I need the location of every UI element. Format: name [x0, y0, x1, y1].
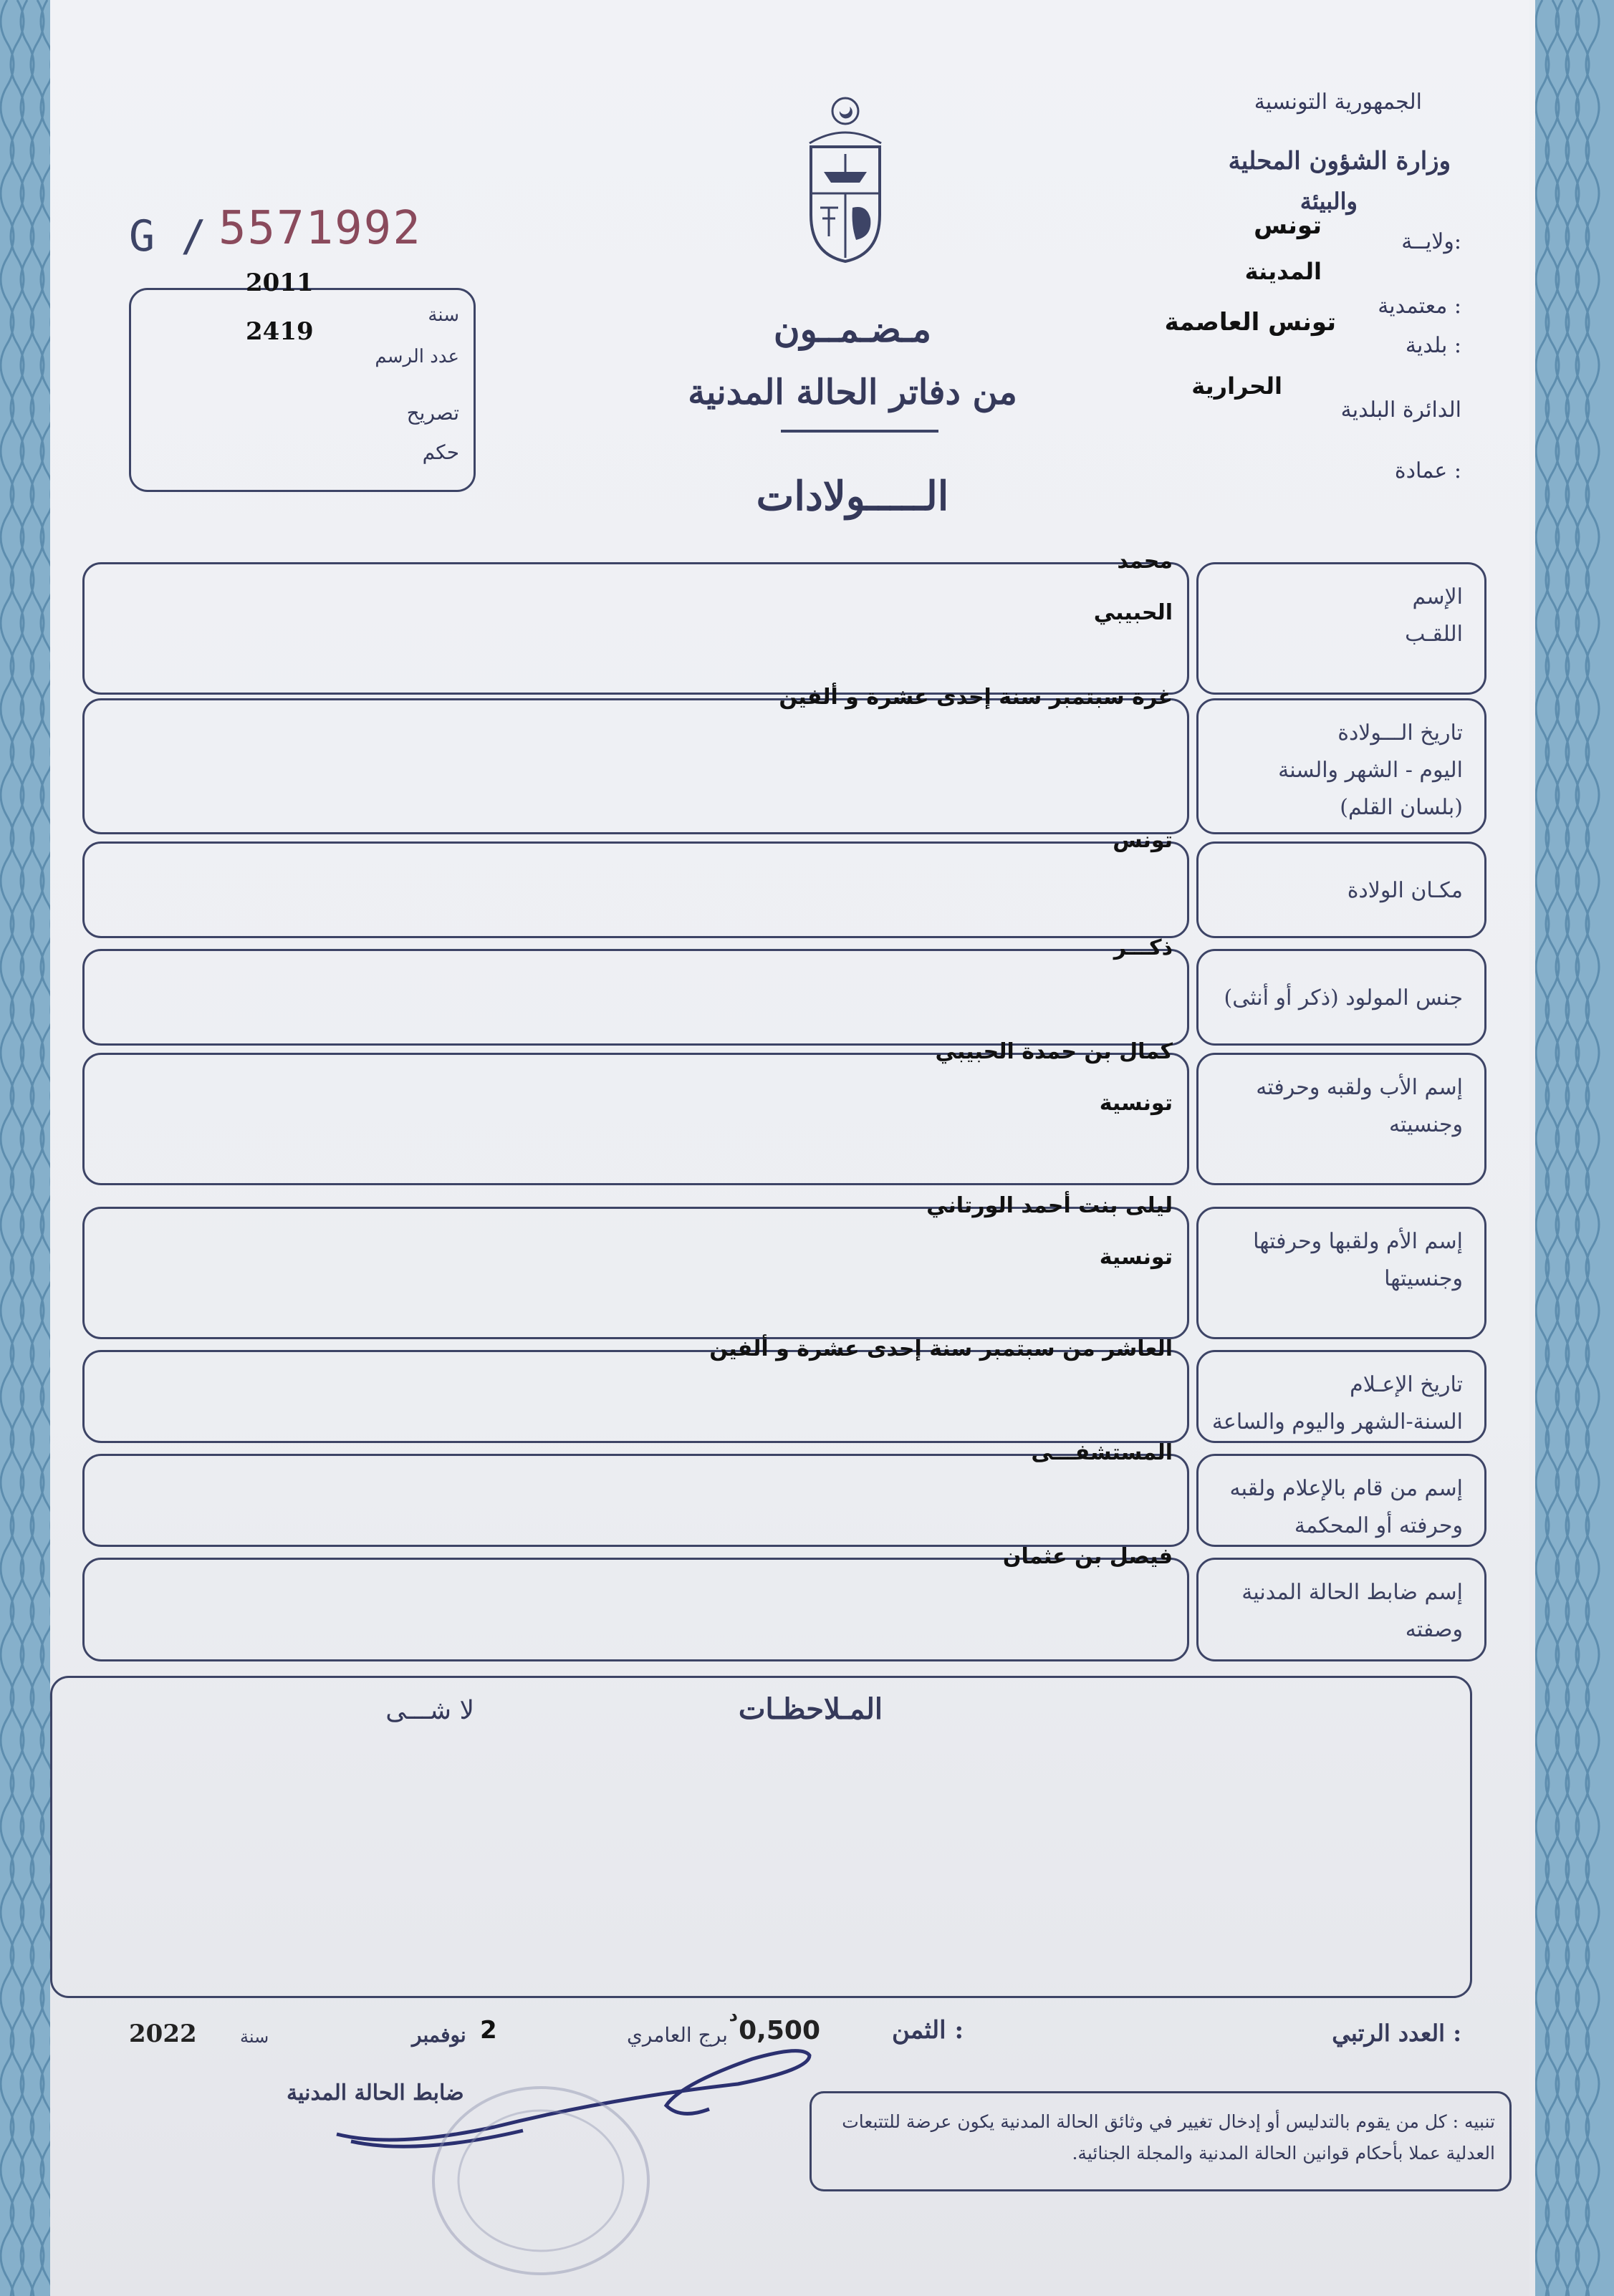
entry-label-box	[1196, 1207, 1486, 1339]
title-line3: الـــــولادات	[756, 473, 949, 520]
district-label: الدائرة البلدية	[1340, 397, 1461, 423]
entry-value: الحبيبي	[1093, 600, 1173, 625]
official-stamp	[423, 2077, 659, 2285]
serial-number-label: العدد الرتبي :	[1332, 2020, 1461, 2047]
title-line1: مـضـمــون	[773, 308, 932, 350]
entry-label-box	[1196, 1053, 1486, 1185]
year-value: 2011	[246, 269, 314, 297]
entry-label: (بلسان القلم)	[1340, 795, 1463, 820]
place-value: برج العامري	[627, 2023, 728, 2047]
registration-number-value: 2419	[246, 317, 314, 346]
registration-number-label: عدد الرسم	[375, 346, 459, 367]
entry-value-box	[82, 828, 1189, 938]
entry-label: السنة-الشهر واليوم والساعة	[1211, 1409, 1463, 1434]
judgment-label: حكم	[422, 440, 459, 464]
entry-value-box	[82, 685, 1189, 834]
entry-value-box	[82, 549, 1189, 695]
entry-label-box	[1196, 1558, 1486, 1661]
entry-value: ليلى بنت أحمد الورتاني	[926, 1193, 1173, 1218]
price-label: الثمن :	[892, 2016, 964, 2045]
entry-label: إسم من قام بالإعلام ولقبه	[1229, 1476, 1463, 1501]
registration-box	[129, 269, 476, 492]
document-paper	[50, 0, 1529, 2296]
entry-value: محمد	[1117, 549, 1173, 574]
entry-value-box	[82, 1336, 1189, 1443]
entry-label-box	[1196, 841, 1486, 938]
entry-label-box	[1196, 1454, 1486, 1547]
title-underline	[781, 430, 938, 433]
entry-value: تونسية	[1099, 1091, 1173, 1116]
entry-value: المستشفـــى	[1031, 1440, 1173, 1465]
governorate-value: تونس	[1254, 211, 1322, 240]
ministry-label-2: والبيئة	[1300, 188, 1358, 215]
entry-value: كمال بن حمدة الحبيبي	[935, 1039, 1173, 1064]
serial-prefix: G /	[129, 211, 207, 261]
entry-value: ذكـــر	[1113, 935, 1173, 960]
remarks-value: لا شـــى	[385, 1696, 474, 1725]
entry-label: إسم ضابط الحالة المدنية	[1241, 1580, 1463, 1605]
entry-value-box	[82, 1193, 1189, 1339]
delegation-value: المدينة	[1244, 258, 1322, 285]
title-line2: من دفاتر الحالة المدنية	[688, 372, 1017, 413]
entry-label: تاريخ الـــولادة	[1337, 720, 1463, 746]
republic-label: الجمهورية التونسية	[1254, 90, 1422, 115]
entry-value-box	[82, 935, 1189, 1046]
entry-label: اليوم - الشهر والسنة	[1278, 758, 1463, 783]
municipality-label: بلدية :	[1405, 333, 1461, 358]
entry-label: إسم الأب ولقبه وحرفته	[1256, 1075, 1463, 1100]
legal-notice-box	[810, 2091, 1512, 2191]
officer-label: ضابط الحالة المدنية	[287, 2080, 464, 2106]
day-value: 2	[480, 2016, 497, 2045]
entry-label: مكـان الولادة	[1347, 877, 1463, 903]
ministry-label: وزارة الشؤون المحلية	[1228, 147, 1451, 175]
entry-value-box	[82, 1440, 1189, 1547]
entry-value-box	[82, 1039, 1189, 1185]
district-value: الحرارية	[1191, 372, 1282, 400]
entry-label: جنس المولود (ذكر أو أنثى)	[1224, 985, 1463, 1010]
entry-label: وصفته	[1405, 1617, 1463, 1642]
omda-label: عمادة :	[1394, 458, 1461, 483]
entry-label: الإسم	[1412, 584, 1463, 609]
entry-label: إسم الأم ولقبها وحرفتها	[1253, 1229, 1463, 1254]
price-unit: د	[729, 2005, 738, 2025]
remarks-box	[50, 1676, 1472, 1998]
entry-value: العاشر من سبتمبر سنة إحدى عشرة و ألفين	[709, 1336, 1173, 1361]
entry-label-box	[1196, 562, 1486, 695]
serial-number: 5571992	[218, 202, 422, 255]
delegation-label: معتمدية :	[1378, 294, 1461, 319]
entry-label: تاريخ الإعـلام	[1350, 1372, 1463, 1397]
entry-value: فيصل بن عثمان	[1002, 1544, 1173, 1569]
entry-label-box	[1196, 698, 1486, 834]
month-value: نوفمبر	[412, 2023, 466, 2047]
year-label: سنة	[428, 304, 459, 326]
right-security-border	[1535, 0, 1614, 2296]
entry-label: اللقـب	[1405, 622, 1463, 647]
entry-label-box	[1196, 1350, 1486, 1443]
year-label-footer: سنة	[240, 2027, 269, 2047]
governorate-label: ولايــة:	[1401, 229, 1461, 254]
price-value: 0,500	[739, 2016, 820, 2045]
entry-value: تونسية	[1099, 1245, 1173, 1270]
legal-notice: تنبيه : كل من يقوم بالتدليس أو إدخال تغيير في وثائق الحالة المدنية يكون عرضة للتتبعات العدلية عملا بأحكام قوانين الحالة المدنية والمجلة الجنائية.	[842, 2111, 1495, 2164]
entry-value-box	[82, 1544, 1189, 1661]
entry-value: غرة سبتمبر سنة إحدى عشرة و ألفين	[779, 685, 1173, 710]
entry-label: وحرفته أو المحكمة	[1294, 1513, 1463, 1538]
entry-label-box	[1196, 949, 1486, 1046]
declaration-label: تصريح	[406, 401, 459, 425]
entry-label: وجنسيته	[1388, 1112, 1463, 1137]
municipality-value: تونس العاصمة	[1164, 308, 1336, 337]
entry-label: وجنسيتها	[1384, 1266, 1463, 1291]
remarks-label: المـلاحظـات	[738, 1692, 883, 1726]
tunisia-coat-of-arms-icon	[795, 93, 895, 265]
entry-value: تونس	[1113, 828, 1173, 853]
year-value-footer: 2022	[129, 2020, 197, 2048]
